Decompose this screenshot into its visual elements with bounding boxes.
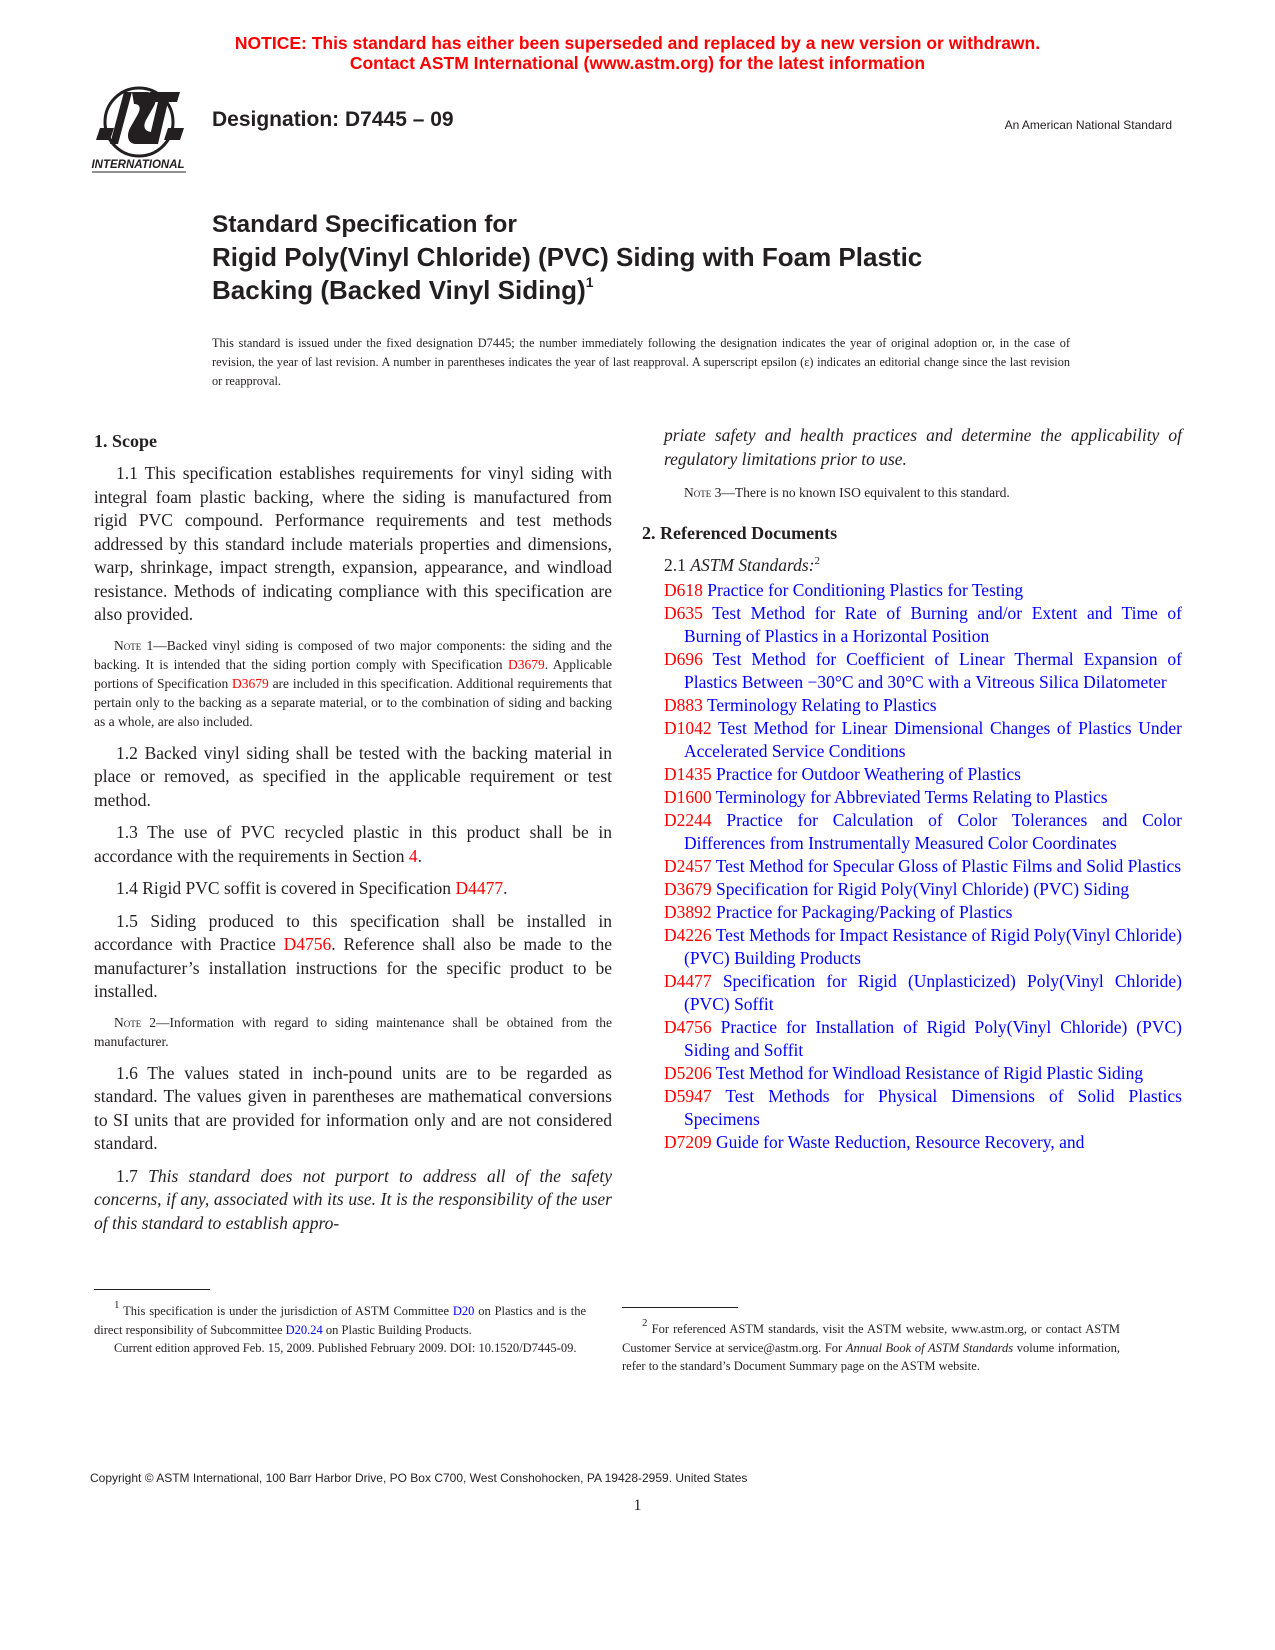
designation: Designation: D7445 – 09 (212, 108, 454, 131)
referenced-standard-item (664, 763, 1182, 786)
standard-code-link[interactable]: D4477 (664, 971, 712, 991)
section-1-2: 1.2 Backed vinyl siding shall be tested with the backing material in place or removed, as specified in the applicable requirement or test method. (94, 742, 612, 810)
standard-title-link[interactable]: Terminology Relating to Plastics (702, 695, 937, 715)
right-column (642, 425, 1182, 1154)
standard-code-link[interactable]: D4226 (664, 925, 712, 945)
note-2-label: Note (114, 1014, 142, 1030)
referenced-standards-list (664, 579, 1182, 1154)
standard-title-link[interactable]: Test Method for Linear Dimensional Changes of Plastics Under Accelerated Service Conditions (684, 718, 1182, 761)
footnote-rule-right (622, 1307, 738, 1308)
title-line-3: Backing (Backed Vinyl Siding) (212, 275, 586, 305)
referenced-standard-item (664, 901, 1182, 924)
document-title (212, 208, 1112, 307)
referenced-standard-item (664, 970, 1182, 1016)
astm-standards-subheading: 2.1 ASTM Standards:$^2$ (664, 555, 821, 575)
issuance-statement: This standard is issued under the fixed designation D7445; the number immediately following the designation indicates the year of original adoption or, in the case of revision, the year of last revision. A number in parentheses indicates the year of last reapproval. A superscript epsilon (ε) indicates an editorial change since the last revision or reapproval. (212, 336, 1070, 388)
footnote-1-edition: Current edition approved Feb. 15, 2009. Published February 2009. DOI: 10.1520/D7445-09. (114, 1341, 577, 1355)
referenced-standard-item (664, 602, 1182, 648)
standard-title-link[interactable]: Practice for Installation of Rigid Poly(Vinyl Chloride) (PVC) Siding and Soffit (684, 1017, 1182, 1060)
link-subcommittee-d20-24[interactable]: D20.24 (285, 1322, 323, 1337)
notice-line-1: NOTICE: This standard has either been superseded and replaced by a new version or withdrawn. (234, 33, 1041, 53)
referenced-standard-item (664, 1062, 1182, 1085)
note-2: Note 2—Information with regard to siding maintenance shall be obtained from the manufacturer. (94, 1014, 612, 1049)
standard-title-link[interactable]: Specification for Rigid (Unplasticized) Poly(Vinyl Chloride) (PVC) Soffit (684, 971, 1182, 1014)
link-d4756[interactable]: D4756 (283, 934, 332, 954)
title-line-2: Rigid Poly(Vinyl Chloride) (PVC) Siding with Foam Plastic (212, 242, 923, 272)
withdrawal-notice (0, 33, 1275, 73)
footnote-rule-left (94, 1289, 210, 1290)
link-section-4[interactable]: 4 (408, 845, 418, 866)
standard-code-link[interactable]: D4756 (664, 1017, 712, 1037)
standard-code-link[interactable]: D7209 (664, 1132, 712, 1152)
section-1-3: 1.3 The use of PVC recycled plastic in this product shall be in accordance with the requirements in Section 4. (94, 822, 612, 866)
standard-title-link[interactable]: Terminology for Abbreviated Terms Relating to Plastics (711, 787, 1108, 807)
referenced-standard-item (664, 648, 1182, 694)
standard-code-link[interactable]: D5206 (664, 1063, 712, 1083)
note-3: Note 3—There is no known ISO equivalent to this standard. (684, 485, 1010, 500)
note-1-label: Note (114, 637, 142, 653)
referenced-standard-item (664, 717, 1182, 763)
copyright-line: Copyright © ASTM International, 100 Barr Harbor Drive, PO Box C700, West Conshohocken, PA 19428-2959. United States (90, 1471, 748, 1485)
title-footnote-mark: 1 (585, 274, 594, 290)
standard-title-link[interactable]: Guide for Waste Reduction, Resource Recovery, and (711, 1132, 1085, 1152)
referenced-standard-item (664, 878, 1182, 901)
notice-line-2: Contact ASTM International (www.astm.org) for the latest information (349, 53, 926, 73)
standard-code-link[interactable]: D5947 (664, 1086, 712, 1106)
referenced-standard-item (664, 1085, 1182, 1131)
standard-code-link[interactable]: D3892 (664, 902, 712, 922)
standard-title-link[interactable]: Practice for Calculation of Color Tolerances and Color Differences from Instrumentally Measured Color Coordinates (684, 810, 1182, 853)
note-1: Note 1—Backed vinyl siding is composed of two major components: the siding and the backing. It is intended that the siding portion comply with Specification D3679. Applicable portions of Specification D3679 are included in this specification. Additional requirements that pertain only to the backing as a separate material, or to the combination of siding and backing as a whole, are also included. (94, 637, 612, 729)
link-d3679[interactable]: D3679 (232, 675, 269, 691)
standard-title-link[interactable]: Specification for Rigid Poly(Vinyl Chloride) (PVC) Siding (711, 879, 1130, 899)
link-d4477[interactable]: D4477 (455, 878, 504, 898)
standard-title-link[interactable]: Test Method for Rate of Burning and/or Extent and Time of Burning of Plastics in a Horizontal Position (684, 603, 1182, 646)
referenced-standard-item (664, 786, 1182, 809)
footnote-1: $^1$ This specification is under the jurisdiction of ASTM Committee D20 on Plastics and is the direct responsibility of Subcommittee D20.24 on Plastic Building Products. Current edition approved Feb. 15, 2009. Published February 2009. DOI: 10.1520/D7445-09. (94, 1302, 586, 1358)
title-line-1: Standard Specification for (212, 211, 517, 238)
referenced-standard-item (664, 694, 1182, 717)
standard-code-link[interactable]: D2457 (664, 856, 712, 876)
standard-title-link[interactable]: Test Method for Specular Gloss of Plastic Films and Solid Plastics (711, 856, 1182, 876)
standard-code-link[interactable]: D618 (664, 580, 703, 600)
footnote-2: $^2$ For referenced ASTM standards, visit the ASTM website, www.astm.org, or contact ASTM Customer Service at service@astm.org. For Annual Book of ASTM Standards volume information, refer to the standard’s Document Summary page on the ASTM website. (622, 1317, 1120, 1373)
note-3-label: Note (684, 485, 712, 500)
section-1-1: 1.1 This specification establishes requirements for vinyl siding with integral foam plastic backing, where the siding is manufactured from rigid PVC compound. Performance requirements and test methods addressed by this standard include materials properties and dimensions, warp, shrinkage, impact strength, expansion, appearance, and windload resistance. Methods of indicating compliance with this specification are also provided. (94, 463, 612, 624)
standard-code-link[interactable]: D1435 (664, 764, 712, 784)
standard-code-link[interactable]: D1600 (664, 787, 712, 807)
standard-title-link[interactable]: Practice for Outdoor Weathering of Plastics (711, 764, 1021, 784)
section-1-7-continued: priate safety and health practices and determine the applicability of regulatory limitations prior to use. (664, 425, 1182, 469)
section-1-4: 1.4 Rigid PVC soffit is covered in Specification D4477. (116, 878, 508, 898)
scope-heading: 1. Scope (94, 431, 157, 451)
referenced-standard-item (664, 579, 1182, 602)
referenced-standard-item (664, 855, 1182, 878)
standard-title-link[interactable]: Test Method for Coefficient of Linear Thermal Expansion of Plastics Between −30°C and 30°C with a Vitreous Silica Dilatometer (684, 649, 1182, 692)
svg-text:INTERNATIONAL: INTERNATIONAL (91, 159, 185, 171)
standard-code-link[interactable]: D883 (664, 695, 703, 715)
referenced-standard-item (664, 1016, 1182, 1062)
standard-code-link[interactable]: D696 (664, 649, 703, 669)
referenced-standard-item (664, 1131, 1182, 1154)
standard-code-link[interactable]: D635 (664, 603, 703, 623)
left-column (94, 430, 612, 1244)
section-1-6: 1.6 The values stated in inch-pound units are to be regarded as standard. The values given in parentheses are mathematical conversions to SI units that are provided for information only and are not considered standard. (94, 1062, 612, 1153)
link-d3679[interactable]: D3679 (507, 656, 545, 672)
section-1-7: 1.7 This standard does not purport to address all of the safety concerns, if any, associated with its use. It is the responsibility of the user of this standard to establish appro- (94, 1165, 613, 1233)
section-1-5: 1.5 Siding produced to this specification shall be installed in accordance with Practice D4756. Reference shall also be made to the manufacturer’s installation instructions for the specific product to be installed. (94, 910, 613, 1001)
standard-title-link[interactable]: Test Methods for Impact Resistance of Rigid Poly(Vinyl Chloride) (PVC) Building Products (684, 925, 1182, 968)
standard-title-link[interactable]: Test Method for Windload Resistance of Rigid Plastic Siding (711, 1063, 1144, 1083)
standard-code-link[interactable]: D1042 (664, 718, 712, 738)
standard-code-link[interactable]: D2244 (664, 810, 712, 830)
standard-title-link[interactable]: Practice for Conditioning Plastics for Testing (702, 580, 1024, 600)
standard-code-link[interactable]: D3679 (664, 879, 712, 899)
standard-title-link[interactable]: Practice for Packaging/Packing of Plastics (711, 902, 1013, 922)
standard-title-link[interactable]: Test Methods for Physical Dimensions of Solid Plastics Specimens (684, 1086, 1182, 1129)
link-committee-d20[interactable]: D20 (452, 1304, 475, 1318)
referenced-standard-item (664, 924, 1182, 970)
referenced-documents-heading: 2. Referenced Documents (642, 523, 838, 543)
page-number: 1 (633, 1497, 642, 1514)
national-standard-label: An American National Standard (1004, 118, 1172, 132)
referenced-standard-item (664, 809, 1182, 855)
